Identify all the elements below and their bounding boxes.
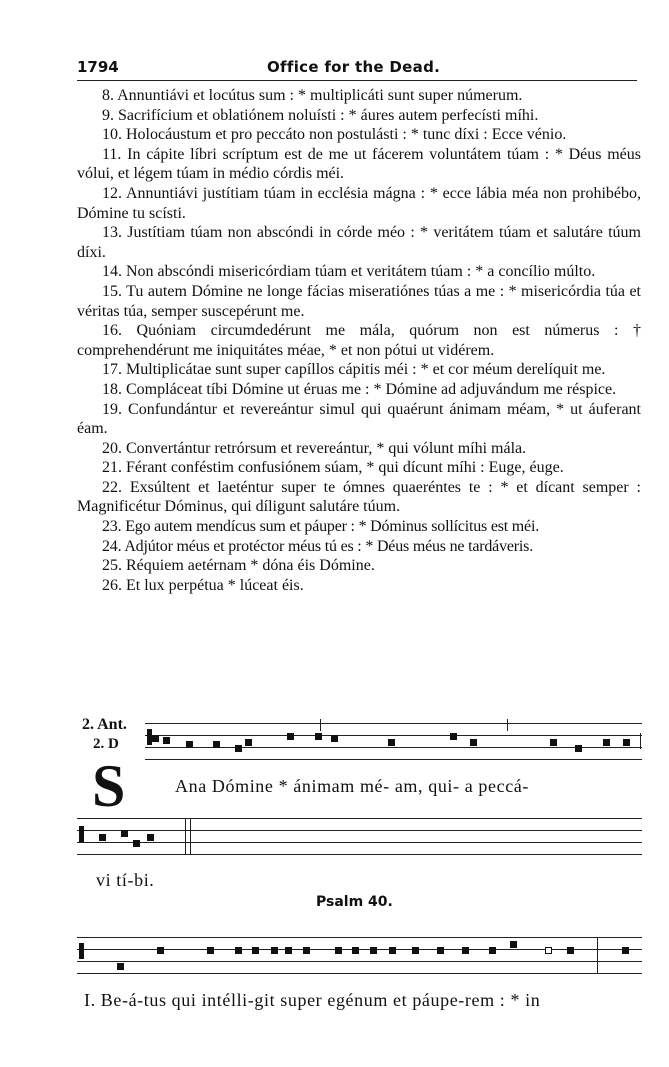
note	[252, 947, 259, 954]
verse: 23. Ego autem mendícus sum et páuper : * Dóminus sollícitus est méi.	[102, 518, 540, 536]
note	[412, 947, 419, 954]
note	[575, 745, 582, 752]
verse: 21. Férant conféstim confusiónem súam, * qui dícunt míhi : Euge, éuge.	[102, 459, 564, 477]
note	[287, 733, 294, 740]
chant-staff-2	[77, 818, 642, 858]
antiphon-label: 2. Ant.	[82, 716, 127, 733]
do-clef-icon	[79, 826, 84, 842]
note	[603, 739, 610, 746]
bar-line	[597, 937, 598, 973]
verse: 9. Sacrifícium et oblatiónem noluísti : * áures autem perfecísti míhi.	[102, 106, 539, 124]
note	[462, 947, 469, 954]
verse: 20. Convertántur retrórsum et revereántur, * qui vólunt míhi mála.	[102, 439, 527, 457]
chant-staff-3	[77, 937, 642, 977]
bar-line	[507, 719, 508, 731]
note	[147, 834, 154, 841]
antiphon-lyrics-line-2: vi tí-bi.	[96, 870, 155, 890]
bar-line	[640, 733, 641, 749]
note	[370, 947, 377, 954]
note	[285, 947, 292, 954]
note	[207, 947, 214, 954]
note	[235, 947, 242, 954]
verse: 8. Annuntiávi et locútus sum : * multiplicáti sunt super númerum.	[102, 87, 523, 104]
verse: 18. Compláceat tíbi Dómine ut éruas me : * Dómine ad adjuvándum me réspice.	[102, 380, 617, 398]
page-number: 1794	[77, 58, 119, 76]
note	[186, 741, 193, 748]
note	[133, 840, 140, 847]
note	[388, 739, 395, 746]
verse: 26. Et lux perpétua * lúceat éis.	[102, 576, 304, 594]
note	[389, 947, 396, 954]
final-bar-line	[185, 818, 186, 854]
note	[335, 947, 342, 954]
note	[99, 834, 106, 841]
page-title: Office for the Dead.	[267, 58, 441, 76]
verse: 15. Tu autem Dómine ne longe fácias miseratiónes túas a me : * misericórdia túa et véritas túa, semper suscepérunt me.	[77, 282, 641, 320]
verse: 25. Réquiem aetérnam * dóna éis Dómine.	[102, 557, 375, 575]
note	[550, 739, 557, 746]
note	[470, 739, 477, 746]
note	[235, 745, 242, 752]
note	[437, 947, 444, 954]
note	[331, 735, 338, 742]
note	[622, 947, 629, 954]
note	[245, 739, 252, 746]
verse: 24. Adjútor méus et protéctor méus tú es : * Déus méus ne tardáveris.	[102, 537, 533, 555]
note	[567, 947, 574, 954]
verse: 13. Justítiam túam non abscóndi in córde méo : * veritátem túam et salutáre túum díxi.	[77, 224, 641, 261]
do-clef-icon	[79, 943, 84, 959]
note	[213, 741, 220, 748]
note	[545, 947, 552, 954]
note	[315, 733, 322, 740]
verse: 10. Holocáustum et pro peccáto non postulásti : * tunc díxi : Ecce vénio.	[102, 126, 567, 144]
note	[271, 947, 278, 954]
psalm-title: Psalm 40.	[316, 894, 393, 910]
note	[623, 739, 630, 746]
note	[117, 963, 124, 970]
clef-head-icon	[152, 735, 159, 742]
verse: 14. Non abscóndi misericórdiam túam et veritátem túam : * a concílio múlto.	[102, 263, 596, 281]
verse: 17. Multiplicátae sunt super capíllos cápitis méi : * et cor méum derelíquit me.	[102, 361, 606, 379]
verse: 11. In cápite líbri scríptum est de me ut fácerem voluntátem túam : * Déus méus vólui, et légem túam in médio córdis méi.	[77, 145, 641, 183]
verse: 22. Exsúltent et laeténtur super te ómnes quaeréntes te : * et dícant semper : Magnificétur Dóminus, qui díligunt salutáre túum.	[77, 478, 641, 516]
verse: 19. Confundántur et revereántur simul qui quaérunt ánimam méam, * ut áuferant éam.	[77, 400, 641, 438]
verse: 12. Annuntiávi justítiam túam in ecclésia mágna : * ecce lábia méa non prohibébo, Dómine tu scísti.	[77, 184, 641, 222]
note	[121, 830, 128, 837]
verse-list	[77, 86, 641, 595]
drop-cap-initial: S	[92, 753, 126, 819]
note	[157, 947, 164, 954]
antiphon-mode: 2. D	[93, 736, 119, 752]
verse: 16. Quóniam circumdedérunt me mála, quórum non est númerus : † comprehendérunt me iniquitátes méae, * et non pótui ut vidérem.	[77, 322, 641, 359]
psalm-first-verse: I. Be-á-tus qui intélli-git super egénum et páupe-rem : * in	[84, 990, 541, 1010]
bar-line	[320, 719, 321, 731]
note	[489, 947, 496, 954]
header-rule	[77, 80, 637, 81]
final-bar-line	[190, 818, 191, 854]
note	[510, 941, 517, 948]
antiphon-lyrics-line-1: Ana Dómine * ánimam mé- am, qui- a peccá-	[175, 776, 529, 796]
chant-staff-1	[145, 723, 642, 763]
page-header	[77, 58, 637, 80]
note	[352, 947, 359, 954]
note	[450, 733, 457, 740]
note	[163, 737, 170, 744]
note	[303, 947, 310, 954]
